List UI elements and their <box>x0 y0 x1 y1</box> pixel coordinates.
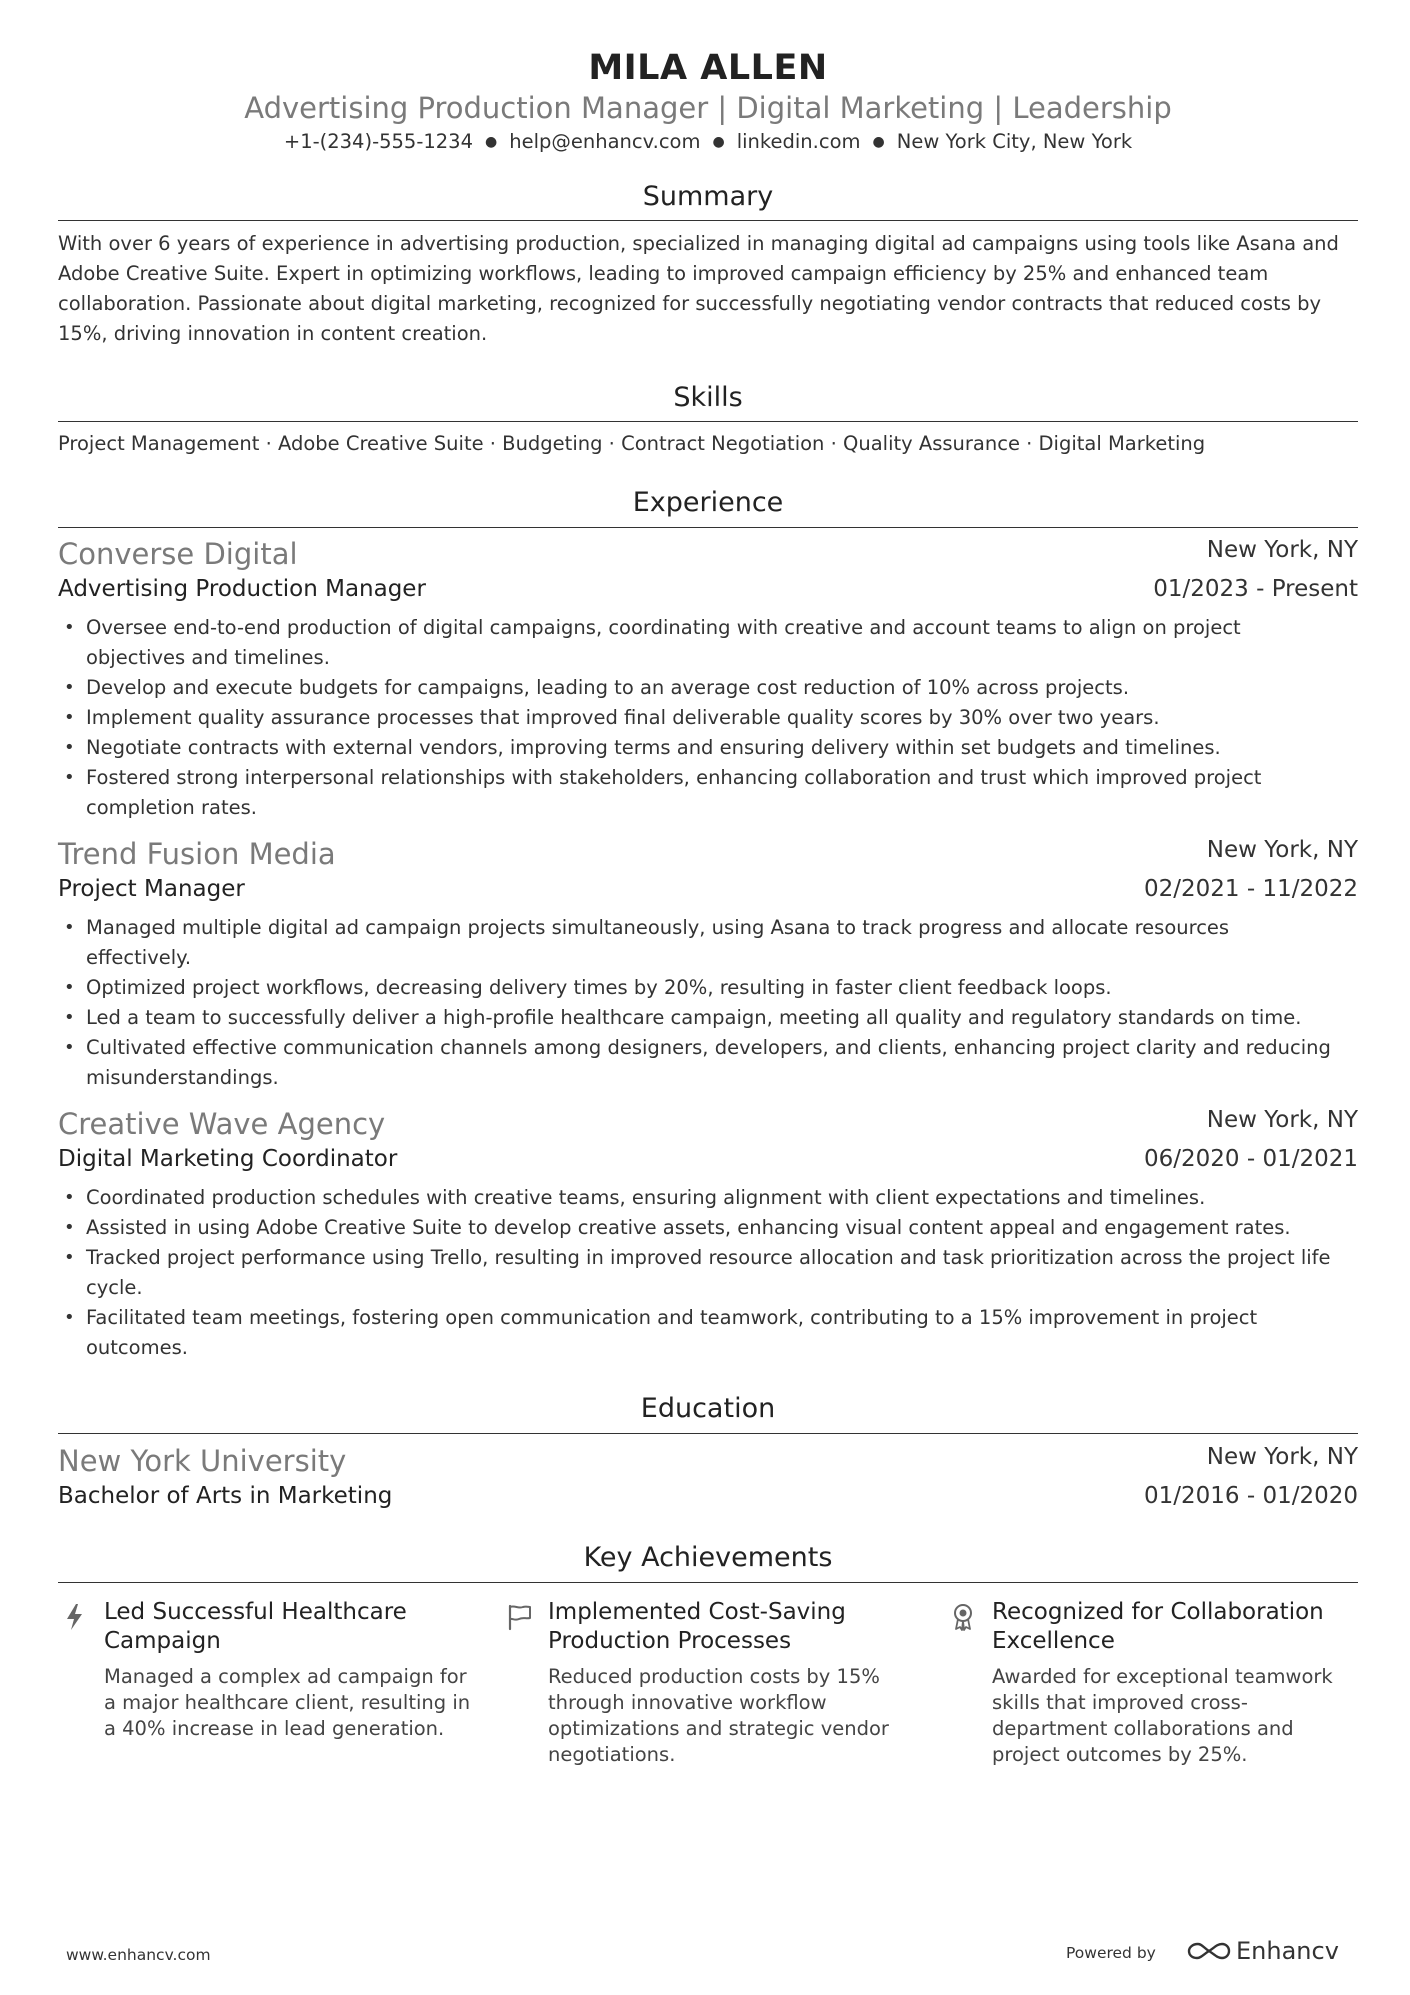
school-name: New York University <box>58 1444 347 1478</box>
summary-line: collaboration. Passionate about digital marketing, recognized for successfully negotiating vendor contracts that reduced costs by <box>58 292 1322 315</box>
job-bullets <box>58 1183 1358 1363</box>
job-location: New York, NY <box>1206 1107 1358 1133</box>
degree: Bachelor of Arts in Marketing <box>58 1483 393 1509</box>
achievement-title: Implemented Cost-Saving Production Processes <box>548 1599 846 1654</box>
bullet-item: • Optimized project workflows, decreasing delivery times by 20%, resulting in faster client feedback loops. <box>58 973 1358 1003</box>
job-location: New York, NY <box>1206 837 1358 863</box>
summary-divider <box>58 220 1358 221</box>
email[interactable]: help@enhancv.com <box>509 130 701 153</box>
job-dates: 02/2021 - 11/2022 <box>1143 876 1358 902</box>
skills-list: Project Management · Adobe Creative Suite · Budgeting · Contract Negotiation · Quality Assurance · Digital Marketing <box>58 432 1206 455</box>
bullet-item: • Develop and execute budgets for campaigns, leading to an average cost reduction of 10% across projects. <box>58 673 1358 703</box>
achievement-title: Recognized for Collaboration Excellence <box>992 1599 1324 1654</box>
achievements-heading: Key Achievements <box>583 1542 833 1573</box>
achievement-description: Managed a complex ad campaign for a major healthcare client, resulting in a 40% increase in lead generation. <box>104 1665 471 1740</box>
summary-line: With over 6 years of experience in advertising production, specialized in managing digital ad campaigns using tools like Asana and <box>58 232 1339 255</box>
bullet-item: • Coordinated production schedules with creative teams, ensuring alignment with client expectations and timelines. <box>58 1183 1358 1213</box>
headline: Advertising Production Manager | Digital Marketing | Leadership <box>244 91 1172 125</box>
achievement-title: Led Successful Healthcare Campaign <box>104 1599 407 1654</box>
enhancv-brand-name: Enhancv <box>1236 1937 1339 1965</box>
powered-by-label: Powered by <box>1066 1944 1156 1962</box>
footer-website-link[interactable]: www.enhancv.com <box>66 1946 211 1964</box>
bullet-item: • Facilitated team meetings, fostering open communication and teamwork, contributing to a 15% improvement in project outcomes. <box>58 1303 1358 1363</box>
bullet-item: • Managed multiple digital ad campaign projects simultaneously, using Asana to track progress and allocate resources effectively. <box>58 913 1358 973</box>
job-bullets <box>58 913 1358 1093</box>
resume-page <box>58 0 1358 1995</box>
bullet-item: • Cultivated effective communication channels among designers, developers, and clients, enhancing project clarity and reducing misunderstandings. <box>58 1033 1358 1093</box>
achievements-divider <box>58 1582 1358 1583</box>
experience-divider <box>58 527 1358 528</box>
bullet-item: • Tracked project performance using Trello, resulting in improved resource allocation and task prioritization across the project life cycle. <box>58 1243 1358 1303</box>
enhancv-logo-icon <box>1186 1938 1232 1964</box>
summary-text <box>58 229 1358 349</box>
award-icon <box>950 1602 976 1632</box>
job-dates: 06/2020 - 01/2021 <box>1143 1146 1358 1172</box>
enhancv-brand[interactable] <box>1186 1934 1339 1968</box>
linkedin-link[interactable]: linkedin.com <box>736 130 861 153</box>
skills-heading: Skills <box>673 382 743 413</box>
phone[interactable]: +1-(234)-555-1234 <box>283 130 473 153</box>
summary-line: Adobe Creative Suite. Expert in optimizing workflows, leading to improved campaign efficiency by 25% and enhanced team <box>58 262 1269 285</box>
flag-icon <box>506 1602 532 1632</box>
school-location: New York, NY <box>1206 1444 1358 1470</box>
bullet-item: • Assisted in using Adobe Creative Suite to develop creative assets, enhancing visual content appeal and engagement rates. <box>58 1213 1358 1243</box>
bullet-item: • Implement quality assurance processes that improved final deliverable quality scores by 30% over two years. <box>58 703 1358 733</box>
location: New York City, New York <box>896 130 1133 153</box>
bullet-item: • Led a team to successfully deliver a high-profile healthcare campaign, meeting all quality and regulatory standards on time. <box>58 1003 1358 1033</box>
achievement-description: Reduced production costs by 15% through innovative workflow optimizations and strategic vendor negotiations. <box>548 1665 889 1766</box>
company-name: Trend Fusion Media <box>58 837 336 871</box>
job-bullets <box>58 613 1358 823</box>
lightning-icon <box>62 1602 88 1632</box>
bullet-item: • Oversee end-to-end production of digital campaigns, coordinating with creative and account teams to align on project objectives and timelines. <box>58 613 1358 673</box>
job-title: Digital Marketing Coordinator <box>58 1146 398 1172</box>
summary-line: 15%, driving innovation in content creation. <box>58 322 488 345</box>
experience-heading: Experience <box>632 487 784 518</box>
education-heading: Education <box>640 1393 776 1424</box>
summary-heading: Summary <box>642 181 774 212</box>
job-title: Project Manager <box>58 876 245 902</box>
company-name: Converse Digital <box>58 537 298 571</box>
achievement-description: Awarded for exceptional teamwork skills that improved cross- department collaborations and project outcomes by 25%. <box>992 1665 1333 1766</box>
job-title: Advertising Production Manager <box>58 576 426 602</box>
education-dates: 01/2016 - 01/2020 <box>1143 1483 1358 1509</box>
bullet-item: • Fostered strong interpersonal relationships with stakeholders, enhancing collaboration and trust which improved project completion rates. <box>58 763 1358 823</box>
education-divider <box>58 1433 1358 1434</box>
company-name: Creative Wave Agency <box>58 1107 386 1141</box>
candidate-name: MILA ALLEN <box>588 48 828 88</box>
skills-divider <box>58 421 1358 422</box>
job-dates: 01/2023 - Present <box>1153 576 1358 602</box>
bullet-item: • Negotiate contracts with external vendors, improving terms and ensuring delivery within set budgets and timelines. <box>58 733 1358 763</box>
job-location: New York, NY <box>1206 537 1358 563</box>
contact-row: +1-(234)-555-1234 ● help@enhancv.com ● linkedin.com ● New York City, New York <box>283 130 1133 153</box>
